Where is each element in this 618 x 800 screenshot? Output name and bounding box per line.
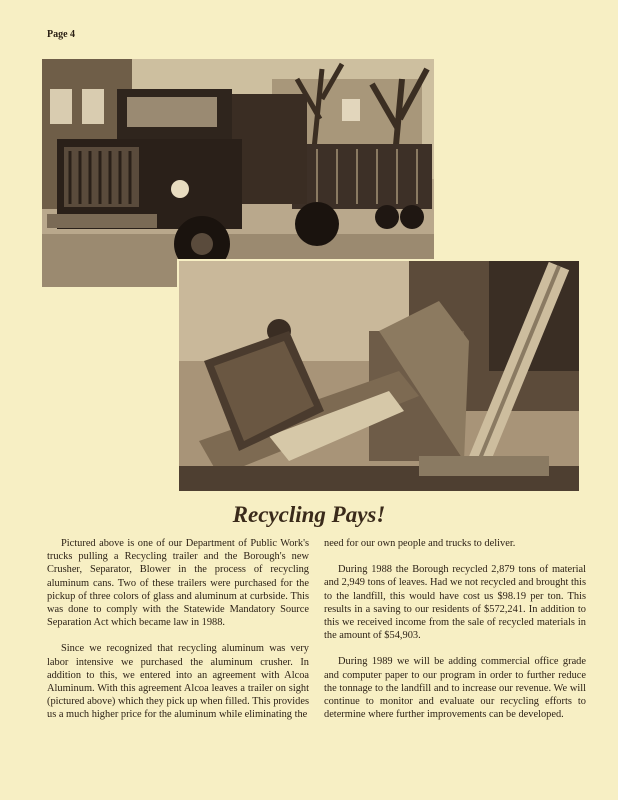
article-paragraph: Pictured above is one of our Department of Public Work's trucks pulling a Recycling trailer and the Borough's new Crusher, Separator, Blower in the process of recycling aluminum cans. Two of these trailers were purchased for the pickup of three colors of glass and aluminum at curbside. This was done to comply with the Statewide Mandatory Source Separation Act which became law in 1988. [47, 538, 309, 629]
truck-photo [42, 59, 434, 287]
article-paragraph: During 1989 we will be adding commercial office grade and computer paper to our program in order to further reduce the tonnage to the landfill and to increase our revenue. We will continue to monitor and evaluate our recycling efforts to determine where further improvements can be developed. [324, 656, 586, 721]
crusher-machine-illustration [179, 261, 579, 491]
garbage-truck-illustration [42, 59, 434, 287]
article-paragraph: During 1988 the Borough recycled 2,879 tons of material and 2,949 tons of leaves. Had we not recycled and brought this to the landfill, this would have cost us $98.19 per ton. This results in a saving to our residents of $572,241. In addition to this we received income from the sale of recycled materials in the amount of $54,903. [324, 564, 586, 642]
article-paragraph: need for our own people and trucks to deliver. [324, 538, 516, 549]
article-headline: Recycling Pays! [232, 502, 386, 527]
page-number: Page 4 [47, 29, 76, 40]
article-right-column [324, 537, 586, 734]
crusher-photo [177, 259, 579, 491]
article-left-column [47, 537, 309, 735]
article-paragraph: Since we recognized that recycling aluminum was very labor intensive we purchased the aluminum crusher. In addition to this, we entered into an agreement with Alcoa Aluminum. With this agreement Alcoa leaves a trailer on sight (pictured above) which they pick up when filled. This provides us a much higher price for the aluminum while eliminating the [47, 643, 309, 721]
